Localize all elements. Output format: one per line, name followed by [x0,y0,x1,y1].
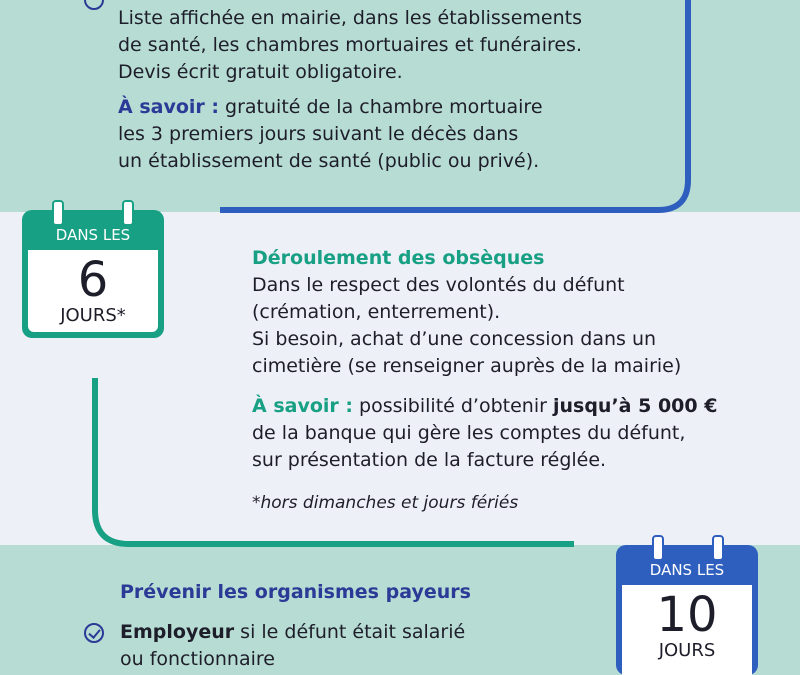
calendar-header: DANS LES [55,226,131,244]
check-circle-icon [84,623,104,643]
note-line: les 3 premiers jours suivant le décès dans [118,123,519,145]
text-line: Devis écrit gratuit obligatoire. [118,61,403,83]
text-line: cimetière (se renseigner auprès de la mairie) [252,355,682,377]
item-text: si le défunt était salarié [240,621,466,643]
calendar-6-days-icon [22,210,164,338]
item-line: ou fonctionnaire [120,648,275,670]
note-label: À savoir : [252,395,353,417]
calendar-10-days-icon [616,545,758,675]
note-line: de la banque qui gère les comptes du défunt, [252,422,686,444]
text-line: de santé, les chambres mortuaires et funéraires. [118,34,582,56]
footnote: *hors dimanches et jours fériés [252,493,519,513]
calendar-number: 10 [656,587,718,643]
note-label: À savoir : [118,96,219,118]
middle-section-note [252,393,717,474]
top-section-text [118,5,582,86]
note-line: un établissement de santé (public ou privé). [118,150,540,172]
calendar-unit: JOURS [658,640,716,661]
calendar-unit: JOURS* [60,305,126,326]
middle-section-text [252,272,681,380]
text-line: Dans le respect des volontés du défunt [252,274,625,296]
item-bold: Employeur [120,621,235,643]
note-amount: jusqu’à 5 000 € [552,395,718,417]
calendar-header: DANS LES [649,561,725,579]
calendar-number: 6 [77,252,109,308]
note-text: possibilité d’obtenir [359,395,547,417]
note-line: sur présentation de la facture réglée. [252,449,607,471]
note-text: gratuité de la chambre mortuaire [225,96,543,118]
text-line: Si besoin, achat d’une concession dans un [252,328,657,350]
text-line: Liste affichée en mairie, dans les établissements [118,7,582,29]
top-section-note [118,94,543,175]
bottom-section-title: Prévenir les organismes payeurs [120,581,471,603]
middle-section-title: Déroulement des obsèques [252,247,545,269]
text-line: (crémation, enterrement). [252,301,501,323]
checklist-item [120,619,465,673]
